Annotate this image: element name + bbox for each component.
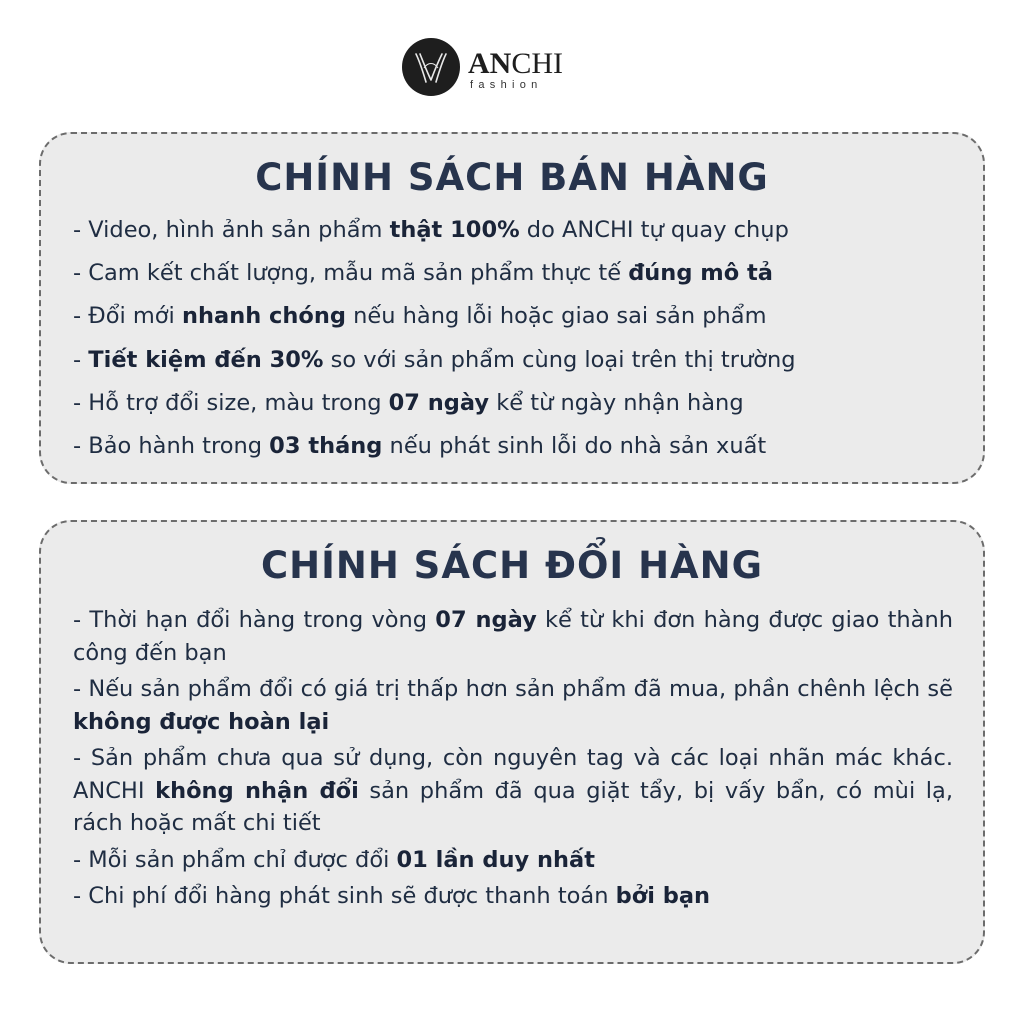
exchange-policy-list xyxy=(73,604,953,917)
brand-name-regular: CHI xyxy=(511,47,564,80)
item-text: - Chi phí đổi hàng phát sinh sẽ được thanh toán xyxy=(73,883,616,909)
item-highlight: không được hoàn lại xyxy=(73,708,330,735)
brand-tagline: fashion xyxy=(470,79,543,91)
item-text: do ANCHI tự quay chụp xyxy=(519,217,789,243)
sales-policy-title: CHÍNH SÁCH BÁN HÀNG xyxy=(255,156,769,199)
item-highlight: bởi bạn xyxy=(615,883,711,909)
item-text: nếu phát sinh lỗi do nhà sản xuất xyxy=(382,432,767,459)
anchi-monogram-icon xyxy=(402,38,460,96)
item-highlight: không nhận đổi xyxy=(155,777,359,804)
item-highlight: 01 lần duy nhất xyxy=(396,846,595,873)
item-text: - Cam kết chất lượng, mẫu mã sản phẩm thực tế xyxy=(73,260,629,287)
item-text: so với sản phẩm cùng loại trên thị trường xyxy=(323,346,796,373)
list-item xyxy=(73,387,953,419)
item-text: - Thời hạn đổi hàng trong vòng xyxy=(73,607,436,633)
item-text: - xyxy=(73,346,89,373)
item-highlight: đúng mô tả xyxy=(628,260,773,287)
item-text: - Đổi mới xyxy=(73,303,182,330)
list-item xyxy=(73,344,953,376)
sales-policy-panel xyxy=(39,132,985,484)
item-text: - Sản phẩm chưa qua sử dụng, còn nguyên tag và các loại nhãn mác khác. ANCHI xyxy=(73,745,953,804)
item-highlight: 07 ngày xyxy=(435,607,537,633)
brand-name xyxy=(468,48,563,80)
item-text: - Video, hình ảnh sản phẩm xyxy=(73,217,390,243)
item-highlight: Tiết kiệm đến 30% xyxy=(88,346,324,373)
item-text: - Bảo hành trong xyxy=(73,432,270,459)
item-text: kể từ khi đơn hàng được giao thành công đến bạn xyxy=(73,607,953,666)
item-highlight: 07 ngày xyxy=(388,389,490,416)
exchange-policy-panel xyxy=(39,520,985,964)
item-text: - Hỗ trợ đổi size, màu trong xyxy=(73,389,389,416)
list-item xyxy=(73,214,953,246)
item-text: kể từ ngày nhận hàng xyxy=(489,389,744,416)
item-text: sản phẩm đã qua giặt tẩy, bị vấy bẩn, có mùi lạ, rách hoặc mất chi tiết xyxy=(73,777,953,836)
list-item xyxy=(73,604,953,669)
item-highlight: 03 tháng xyxy=(269,432,383,459)
list-item xyxy=(73,880,953,913)
list-item xyxy=(73,673,953,738)
item-highlight: nhanh chóng xyxy=(181,303,346,330)
brand-name-bold: AN xyxy=(468,47,512,80)
item-text: - Mỗi sản phẩm chỉ được đổi xyxy=(73,846,397,873)
list-item xyxy=(73,300,953,332)
list-item xyxy=(73,844,953,877)
item-text: - Nếu sản phẩm đổi có giá trị thấp hơn sản phẩm đã mua, phần chênh lệch sẽ xyxy=(73,676,953,702)
item-text: nếu hàng lỗi hoặc giao sai sản phẩm xyxy=(346,303,767,330)
exchange-policy-title: CHÍNH SÁCH ĐỔI HÀNG xyxy=(260,544,764,587)
item-highlight: thật 100% xyxy=(389,217,520,243)
brand-logo xyxy=(402,38,622,98)
list-item xyxy=(73,430,953,462)
list-item xyxy=(73,742,953,840)
list-item xyxy=(73,257,953,289)
sales-policy-list xyxy=(73,214,953,473)
